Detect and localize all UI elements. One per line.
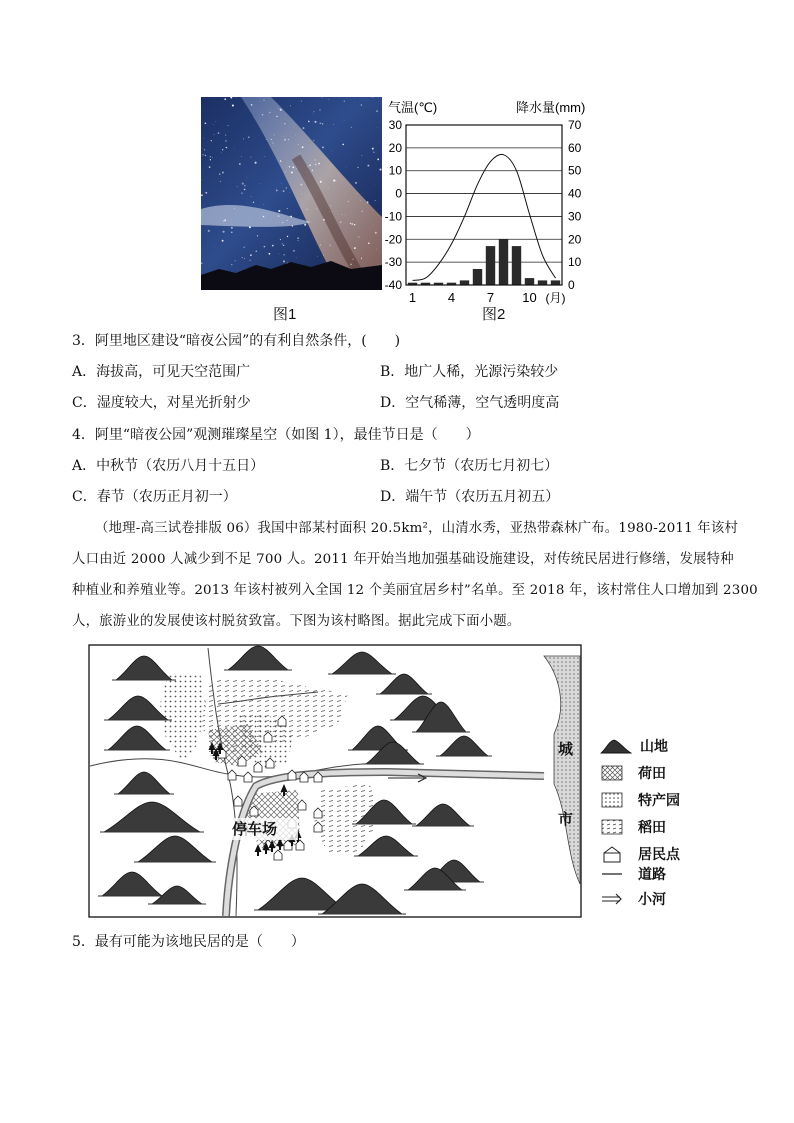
right-tick-label: 40 — [568, 186, 582, 201]
q4-option-d: D．端午节（农历五月初五） — [380, 489, 560, 505]
right-tick-label: 70 — [568, 118, 582, 132]
right-tick-label: 30 — [568, 209, 582, 224]
precip-bar — [460, 280, 469, 285]
q3-option-b: B．地广人稀，光源污染较少 — [380, 364, 559, 380]
q4-option-b: B．七夕节（农历七月初七） — [380, 458, 559, 474]
right-tick-label: 50 — [568, 163, 582, 178]
precip-bar — [538, 280, 547, 285]
q4-stem: 4．阿里“暗夜公园”观测璀璨星空（如图 1），最佳节日是（ ） — [72, 427, 480, 443]
left-tick-label: -20 — [384, 232, 402, 247]
left-tick-label: 10 — [388, 163, 402, 178]
q3-option-d: D．空气稀薄，空气透明度高 — [380, 395, 560, 411]
legend-rice: 稻田 — [600, 815, 666, 839]
figure1-caption: 图1 — [273, 306, 297, 323]
precip-bar — [486, 246, 495, 285]
passage-line1: （地理-高三试卷排版 06）我国中部某村面积 20.5km²，山清水秀，亚热带森林广布。1980-2011 年该村 — [95, 521, 739, 536]
right-tick-label: 20 — [568, 232, 582, 247]
legend-lotus: 荷田 — [600, 761, 666, 785]
rice-field-icon — [600, 819, 624, 835]
q4-option-a: A．中秋节（农历八月十五日） — [72, 458, 265, 474]
precip-bar — [525, 278, 534, 285]
special-garden-icon — [600, 792, 624, 808]
x-tick-label: 4 — [447, 290, 456, 305]
temperature-curve — [413, 154, 556, 280]
q3-option-a: A．海拔高，可见天空范围广 — [72, 364, 251, 380]
right-tick-label: 60 — [568, 140, 582, 155]
map-frame — [89, 645, 581, 917]
q4-option-c: C．春节（农历正月初一） — [72, 489, 237, 505]
plot-frame — [406, 125, 562, 285]
mountain-icon — [600, 737, 632, 755]
river-arrow-icon — [600, 891, 624, 907]
legend-road: 道路 — [600, 862, 666, 886]
left-tick-label: 0 — [395, 186, 402, 201]
left-tick-label: -30 — [384, 255, 402, 270]
right-tick-label: 0 — [568, 278, 575, 292]
x-unit-label: (月) — [545, 291, 566, 305]
left-tick-label: -10 — [384, 209, 402, 224]
precip-bar — [499, 239, 508, 285]
legend-river: 小河 — [600, 887, 666, 911]
lotus-field-icon — [600, 765, 624, 781]
city-label-top: 城 — [558, 741, 574, 758]
left-tick-label: -40 — [384, 278, 402, 292]
village-map — [88, 644, 582, 918]
climate-chart — [382, 97, 592, 325]
parking-label: 停车场 — [232, 821, 278, 838]
q3-stem: 3．阿里地区建设“暗夜公园”的有利自然条件，( ) — [72, 333, 401, 349]
x-tick-label: 7 — [486, 290, 495, 305]
passage-line4: 人，旅游业的发展使该村脱贫致富。下图为该村略图。据此完成下面小题。 — [72, 614, 521, 629]
legend-special-garden: 特产园 — [600, 788, 680, 812]
precip-bar — [473, 269, 482, 285]
right-axis-label: 降水量(mm) — [516, 100, 586, 115]
x-tick-label: 10 — [522, 290, 537, 305]
q5-stem: 5．最有可能为该地民居的是（ ） — [72, 934, 305, 950]
q3-option-c: C．湿度较大，对星光折射少 — [72, 395, 251, 411]
left-axis-label: 气温(℃) — [388, 100, 438, 115]
right-tick-label: 10 — [568, 255, 582, 270]
precip-bar — [512, 246, 521, 285]
precip-bar — [551, 280, 560, 285]
passage-line3: 种植业和养殖业等。2013 年该村被列入全国 12 个美丽宜居乡村”名单。至 2018 年，该村常住人口增加到 2300 — [72, 583, 758, 598]
left-tick-label: 30 — [388, 118, 402, 132]
house-icon — [600, 845, 624, 863]
legend-mountain: 山地 — [600, 734, 668, 758]
passage-line2: 人口由近 2000 人减少到不足 700 人。2011 年开始当地加强基础设施建设，对传统民居进行修缮，发展特种 — [72, 552, 734, 567]
legend-residence: 居民点 — [600, 842, 680, 866]
left-tick-label: 20 — [388, 140, 402, 155]
city-label-bottom: 市 — [558, 811, 574, 828]
road-line-icon — [600, 866, 624, 882]
figure2-caption: 图2 — [482, 306, 506, 323]
x-tick-label: 1 — [408, 290, 417, 305]
milky-way-photo — [201, 97, 382, 290]
